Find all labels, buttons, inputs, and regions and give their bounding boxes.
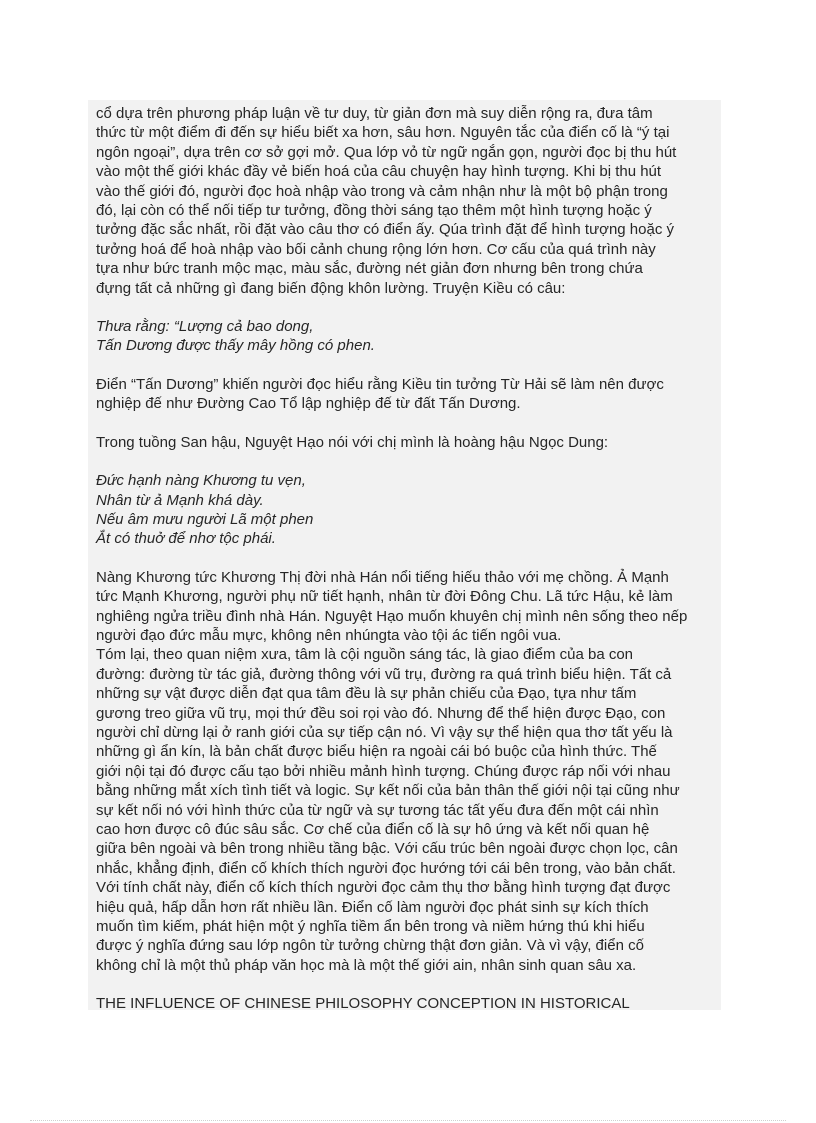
paragraph-summary: Tóm lại, theo quan niệm xưa, tâm là cội nguồn sáng tác, là giao điểm của ba con đường: đường từ tác giả, đường thông với vũ trụ, đường ra quá trình biểu hiện. Tất cả những sự vật được diễn đạt qua tâm đều là sự phản chiếu của Đạo, tựa như tấm gương treo giữa vũ trụ, mọi thứ đều soi rọi vào đó. Nhưng để thể hiện được Đạo, con người chỉ dừng lại ở ranh giới của sự tiếp cận nó. Vì vậy sự thể hiện qua thơ tất yếu là những gì ẩn kín, là bản chất được biểu hiện ra ngoài cái bó buộc của hình thức. Thế giới nội tại đó được cấu tạo bởi nhiều mảnh hình tượng. Chúng được ráp nối với nhau bằng những mắt xích tình tiết và logic. Sự kết nối của bản thân thế giới nội tại cũng như sự kết nối nó với hình thức của từ ngữ và sự tương tác tất yếu đưa đến một cái nhìn cao hơn được cô đúc sâu sắc. Cơ chế của điển cố là sự hô ứng và kết nối quan hệ giữa bên ngoài và bên trong nhiều tầng bậc. Với cấu trúc bên ngoài được chọn lọc, cân nhắc, khẳng định, điển cố khích thích người đọc hướng tới cái bên trong, vào bản chất. Với tính chất này, điển cố kích thích người đọc cảm thụ thơ bằng hình tượng đạt được hiệu quả, hấp dẫn hơn rất nhiều lần. Điển cố làm người đọc phát sinh sự kích thích muốn tìm kiếm, phát hiện một ý nghĩa tiềm ẩn bên trong và niềm hứng thú khi hiểu được ý nghĩa đứng sau lớp ngôn từ tưởng chừng thật đơn giản. Và vì vậy, điển cố không chỉ là một thủ pháp văn học mà là một thế giới ain, nhân sinh quan sâu xa.: [96, 646, 680, 974]
paragraph-intro: cổ dựa trên phương pháp luận về tư duy, từ giản đơn mà suy diễn rộng ra, đưa tâm thức từ một điểm đi đến sự hiểu biết xa hơn, sâu hơn. Nguyên tắc của điển cố là “ý tại ngôn ngoại”, dựa trên cơ sở gợi mở. Qua lớp vỏ từ ngữ ngắn gọn, người đọc bị thu hút vào một thế giới khác đầy vẻ biến hoá của câu chuyện hay hình tượng. Khi bị thu hút vào thế giới đó, người đọc hoà nhập vào trong và cảm nhận như là một bộ phận trong đó, lại còn có thể nối tiếp tư tưởng, đồng thời sáng tạo thêm một hình tượng hoặc ý tưởng đặc sắc nhất, rồi đặt vào câu thơ có điển ấy. Qúa trình đặt để hình tượng hoặc ý tưởng hoá để hoà nhập vào bối cảnh chung rộng lớn hơn. Cơ cấu của quá trình này tựa như bức tranh mộc mạc, màu sắc, đường nét giản đơn nhưng bên trong chứa đựng tất cả những gì đang biến động khôn lường. Truyện Kiều có câu:: [96, 105, 677, 297]
verse-san-hau: Đức hạnh nàng Khương tu vẹn, Nhân từ ả Mạnh khá dày. Nếu âm mưu người Lã một phen Ắt có thuở để nhơ tộc phái.: [96, 472, 314, 548]
document-body: [96, 104, 721, 1014]
verse-kieu: Thưa rằng: “Lượng cả bao dong, Tấn Dương được thấy mây hồng có phen.: [96, 318, 375, 355]
section-heading: THE INFLUENCE OF CHINESE PHILOSOPHY CONCEPTION IN HISTORICAL: [96, 995, 630, 1013]
paragraph-khuong-thi: Nàng Khương tức Khương Thị đời nhà Hán nổi tiếng hiếu thảo với mẹ chồng. Ả Mạnh tức Mạnh Khương, người phụ nữ tiết hạnh, nhân từ đời Đông Chu. Lã tức Hậu, kẻ làm nghiêng ngửa triều đình nhà Hán. Nguyệt Hạo muốn khuyên chị mình nên sống theo nếp người đạo đức mẫu mực, không nên nhúngta vào tội ác tiến ngôi vua.: [96, 568, 688, 644]
paragraph-san-hau: Trong tuồng San hậu, Nguyệt Hạo nói với chị mình là hoàng hậu Ngọc Dung:: [96, 433, 609, 451]
page-bottom-divider: [30, 1120, 786, 1121]
paragraph-tan-duong: Điển “Tấn Dương” khiến người đọc hiểu rằng Kiều tin tưởng Từ Hải sẽ làm nên được nghiệp đế như Đường Cao Tổ lập nghiệp đế từ đất Tấn Dương.: [96, 375, 664, 413]
